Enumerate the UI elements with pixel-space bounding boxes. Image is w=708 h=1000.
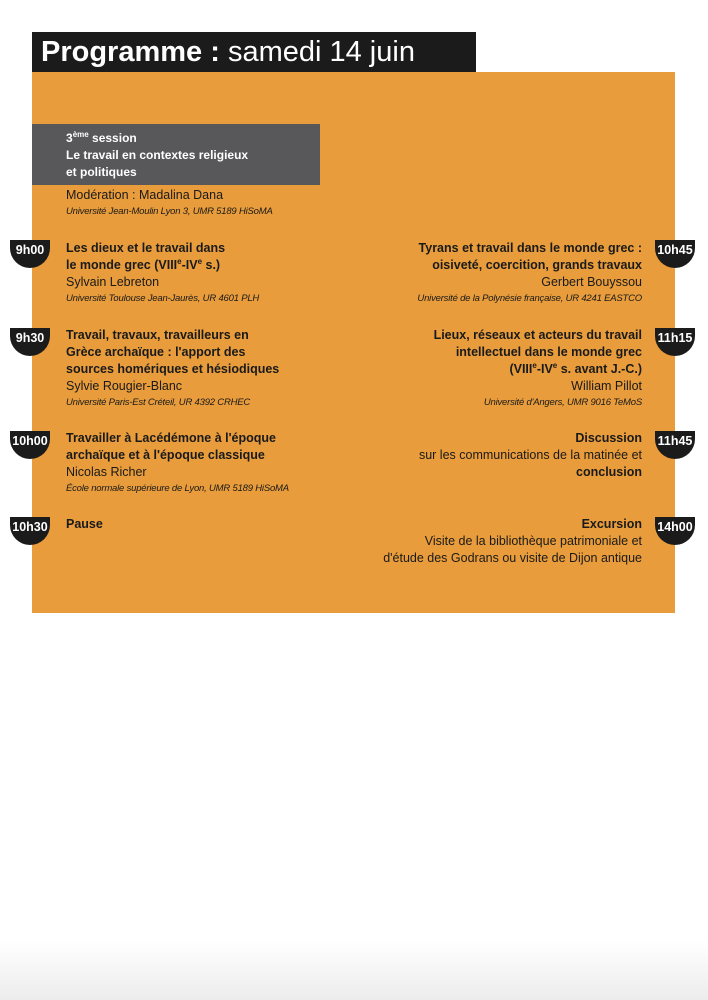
talk-entry (66, 430, 289, 497)
talk-title: Tyrans et travail dans le monde grec : (418, 241, 642, 255)
speaker-affiliation: Université de la Polynésie française, UR 4241 EASTCO (417, 293, 642, 304)
discussion-label: Discussion (575, 431, 642, 445)
moderation-block (66, 187, 273, 220)
conclusion-label: conclusion (576, 465, 642, 479)
time-badge: 10h00 (10, 431, 50, 459)
talk-entry (66, 516, 103, 533)
time-badge: 9h30 (10, 328, 50, 356)
talk-entry (322, 240, 642, 307)
speaker-name: Sylvain Lebreton (66, 275, 160, 289)
talk-entry (322, 516, 642, 567)
discussion-text: sur les communications de la matinée et (418, 448, 642, 462)
talk-title-line2: archaïque et à l'époque classique (66, 448, 265, 462)
time-badge: 10h45 (655, 240, 695, 268)
talk-title-line2: oisiveté, coercition, grands travaux (432, 258, 642, 272)
speaker-name: Gerbert Bouyssou (541, 275, 642, 289)
page-bottom-shading (0, 940, 708, 1000)
excursion-text-line1: Visite de la bibliothèque patrimoniale et (424, 534, 642, 548)
excursion-label: Excursion (581, 517, 642, 531)
talk-title-line2: intellectuel dans le monde grec (455, 345, 642, 359)
talk-title: Travail, travaux, travailleurs en (66, 328, 249, 342)
pause-label: Pause (66, 517, 103, 531)
speaker-name: William Pillot (571, 379, 642, 393)
speaker-name: Nicolas Richer (66, 465, 147, 479)
time-badge: 9h00 (10, 240, 50, 268)
session-header (32, 124, 320, 185)
page-title-date: samedi 14 juin (219, 36, 415, 68)
speaker-affiliation: Université d'Angers, UMR 9016 TeMoS (483, 397, 642, 408)
page-title-bold: Programme : (41, 36, 220, 68)
speaker-affiliation: Université Toulouse Jean-Jaurès, UR 4601 PLH (66, 293, 260, 304)
talk-entry (66, 327, 279, 411)
speaker-affiliation: École normale supérieure de Lyon, UMR 5189 HiSoMA (66, 483, 289, 494)
session-number: 3ème session (66, 130, 137, 145)
page-title (32, 32, 476, 72)
session-title-line1: Le travail en contextes religieux (66, 148, 249, 162)
talk-title-line2: le monde grec (VIIIe-IVe s.) (66, 256, 221, 272)
talk-entry (322, 327, 642, 411)
talk-title-line3: sources homériques et hésiodiques (66, 362, 280, 376)
time-badge: 11h45 (655, 431, 695, 459)
moderator: Modération : Madalina Dana (66, 188, 224, 202)
time-badge: 11h15 (655, 328, 695, 356)
talk-title: Lieux, réseaux et acteurs du travail (433, 328, 642, 342)
talk-title: Les dieux et le travail dans (66, 241, 226, 255)
excursion-text-line2: d'étude des Godrans ou visite de Dijon antique (383, 551, 642, 565)
moderator-affiliation: Université Jean-Moulin Lyon 3, UMR 5189 HiSoMA (66, 206, 273, 217)
talk-title-line2: Grèce archaïque : l'apport des (66, 345, 246, 359)
time-badge: 14h00 (655, 517, 695, 545)
talk-title-line3: (VIIIe-IVe s. avant J.-C.) (509, 360, 642, 376)
talk-entry (66, 240, 259, 307)
talk-entry (322, 430, 642, 481)
speaker-affiliation: Université Paris-Est Créteil, UR 4392 CRHEC (66, 397, 251, 408)
time-badge: 10h30 (10, 517, 50, 545)
talk-title: Travailler à Lacédémone à l'époque (66, 431, 277, 445)
session-title-line2: et politiques (66, 165, 137, 179)
speaker-name: Sylvie Rougier-Blanc (66, 379, 183, 393)
